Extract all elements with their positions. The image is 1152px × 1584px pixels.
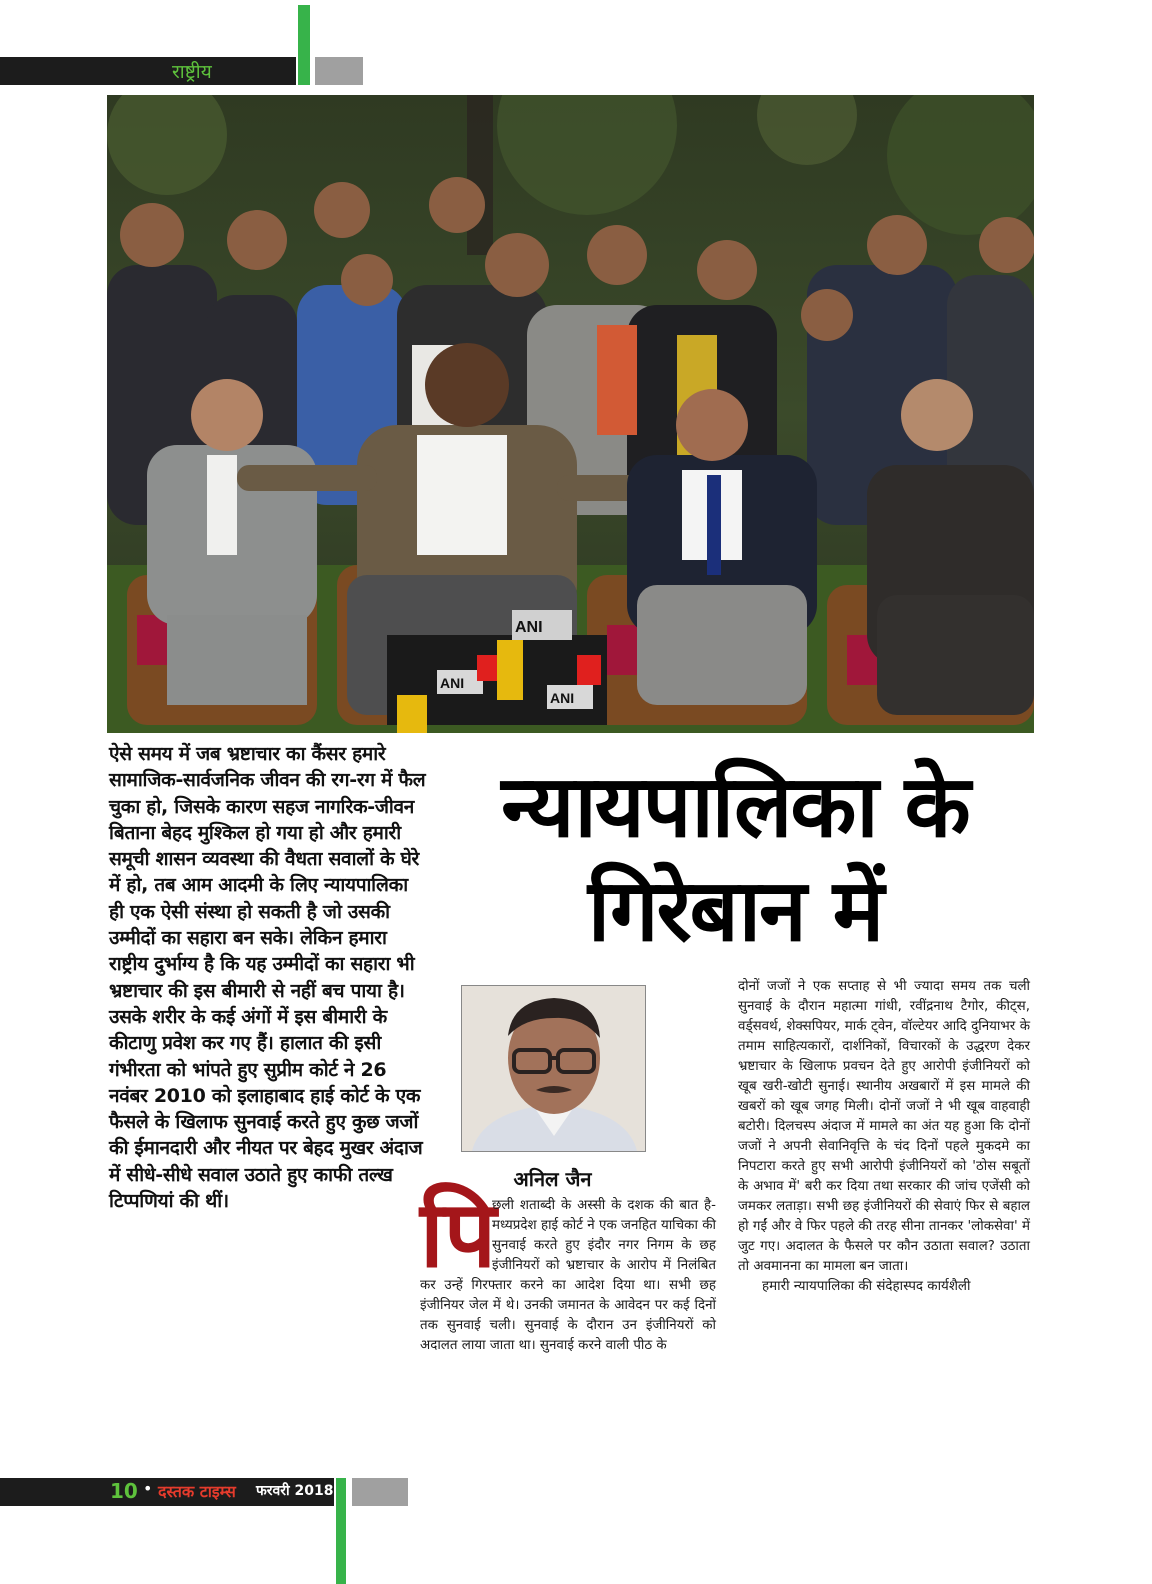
header-bar bbox=[0, 57, 296, 85]
magazine-name: दस्तक टाइम्स bbox=[158, 1482, 236, 1501]
drop-cap-spacer bbox=[420, 1196, 492, 1274]
header-accent-green bbox=[298, 5, 310, 85]
mic-label-2: ANI bbox=[440, 675, 465, 691]
article-right-text: दोनों जजों ने एक सप्ताह से भी ज्यादा समय तक चली सुनवाई के दौरान महात्मा गांधी, रवींद्रनाथ टैगोर, कीट्स, वर्ड्सवर्थ, शेक्सपियर, मार्क ट्वेन, वॉल्टेयर आदि दुनियाभर के तमाम साहित्यकारों, दार्शनिकों, विचारकों के उद्धरण देकर भ्रष्टाचार के खिलाफ प्रवचन देते हुए आरोपी इंजीनियरों को खूब खरी-खोटी सुनाई। स्थानीय अखबारों में इस मामले की खबरों को खूब जगह मिली। दोनों जजों ने भी खूब वाहवाही बटोरी। दिलचस्प अंदाज में मामले का अंत यह हुआ कि दोनों जजों ने अपनी सेवानिवृत्ति के चंद दिनों पहले मुकदमे का निपटारा करते हुए सभी आरोपी इंजीनियरों को 'ठोस सबूतों के अभाव में' बरी कर दिया तथा सरकार की जांच एजेंसी को जमकर लताड़ा। सभी छह इंजीनियरों की सेवाएं फिर से बहाल हो गईं और वे फिर पहले की तरह सीना तानकर 'लोकसेवा' में जुट गए। अदालत के फैसले पर कौन उठाता सवाल? उठाता तो अवमानना का मामला बन जाता। bbox=[738, 979, 1030, 1274]
lead-paragraph: ऐसे समय में जब भ्रष्टाचार का कैंसर हमारे सामाजिक-सार्वजनिक जीवन की रग-रग में फैल चुका हो, जिसके कारण सहज नागरिक-जीवन बिताना बेहद मुश्किल हो गया हो और हमारी समूची शासन व्यवस्था की वैधता सवालों के घेरे में हो, तब आम आदमी के लिए न्यायपालिका ही एक ऐसी संस्था हो सकती है जो उसकी उम्मीदों का सहारा बन सके। लेकिन हमारा राष्ट्रीय दुर्भाग्य है कि यह उम्मीदों का सहारा भी भ्रष्टाचार की इस बीमारी से नहीं बच पाया है। उसके शरीर के कई अंगों में इस बीमारी के कीटाणु प्रवेश कर गए हैं। हालात की इसी गंभीरता को भांपते हुए सुप्रीम कोर्ट ने 26 नवंबर 2010 को इलाहाबाद हाई कोर्ट के एक फैसले के खिलाफ सुनवाई करते हुए कुछ जजों की ईमानदारी और नीयत पर बेहद मुखर अंदाज में सीधे-सीधे सवाल उठाते हुए काफी तल्ख टिप्पणियां की थीं। bbox=[109, 743, 426, 1213]
drop-cap: पि bbox=[420, 1181, 497, 1288]
header-accent-grey bbox=[315, 57, 363, 85]
author-name: अनिल जैन bbox=[513, 1167, 592, 1191]
footer-separator: • bbox=[143, 1479, 153, 1498]
article-column-middle bbox=[420, 1196, 716, 1356]
mic-label-3: ANI bbox=[550, 690, 575, 706]
article-column-right bbox=[738, 977, 1030, 1297]
headline-line-2: गिरेबान में bbox=[587, 861, 883, 961]
footer-accent-grey bbox=[352, 1478, 408, 1506]
mic-label-1: ANI bbox=[515, 619, 543, 636]
press-conference-photo bbox=[107, 95, 1034, 733]
headline bbox=[440, 755, 1030, 963]
section-label: राष्ट्रीय bbox=[172, 61, 212, 83]
page-number: 10 bbox=[110, 1479, 138, 1503]
issue-date: फरवरी 2018 bbox=[256, 1483, 334, 1499]
footer-accent-green bbox=[336, 1478, 346, 1584]
article-subheading: हमारी न्यायपालिका की संदेहास्पद कार्यशैली bbox=[762, 1279, 971, 1294]
headline-line-1: न्यायपालिका के bbox=[501, 757, 969, 857]
article-middle-text: छली शताब्दी के अस्सी के दशक की बात है- मध्यप्रदेश हाई कोर्ट ने एक जनहित याचिका की सुनवाई करते हुए इंदौर नगर निगम के छह इंजीनियरों को भ्रष्टाचार के आरोप में निलंबित कर उन्हें गिरफ्तार करने का आदेश दिया था। सभी छह इंजीनियर जेल में थे। उनकी जमानत के आवेदन पर कई दिनों तक सुनवाई चली। सुनवाई के दौरान उन इंजीनियरों को अदालत लाया जाता था। सुनवाई करने वाली पीठ के bbox=[420, 1198, 716, 1353]
author-photo bbox=[461, 985, 646, 1152]
